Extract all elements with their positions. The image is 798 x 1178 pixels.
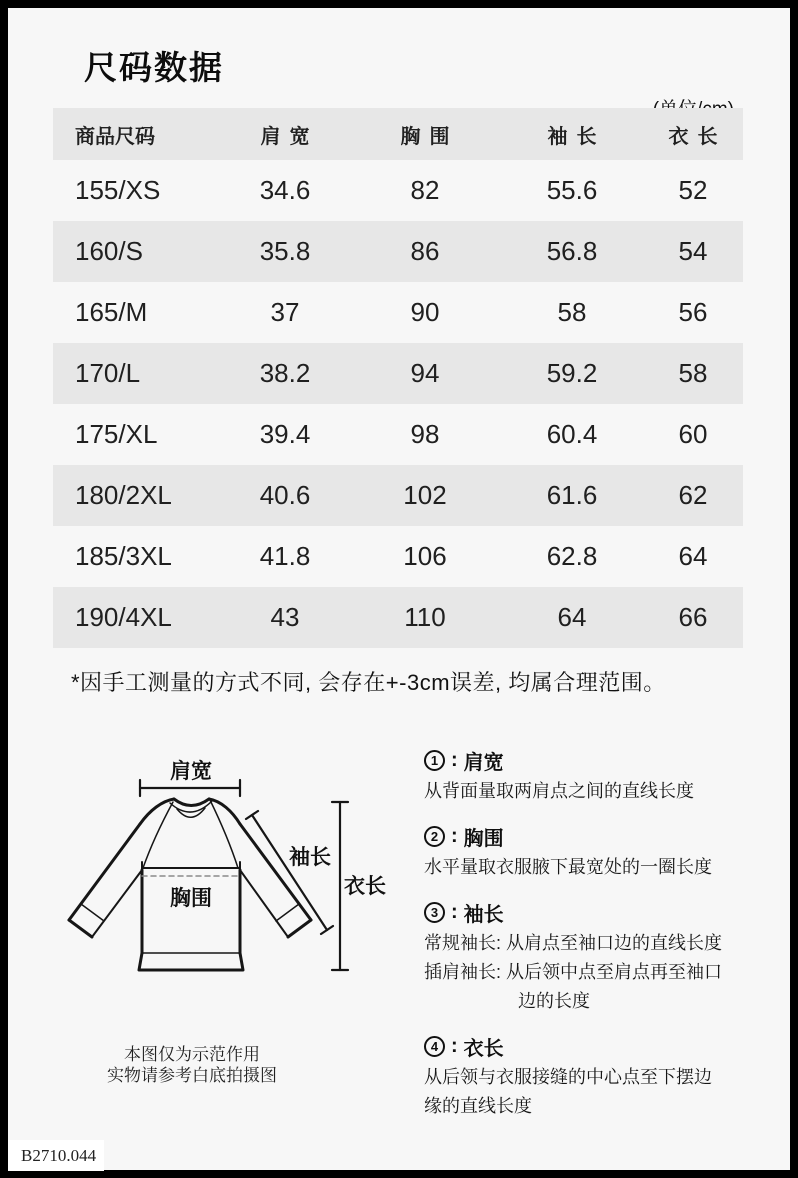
guide-heading <box>424 898 784 927</box>
length-cell: 56 <box>678 297 708 327</box>
sleeve-cell: 60.4 <box>546 419 598 449</box>
watermark-code: B2710.044 <box>8 1140 104 1171</box>
guide-title: 衣长 <box>463 1038 504 1060</box>
col-header-shoulder <box>221 120 349 149</box>
table-row <box>53 404 743 465</box>
col-header-length-label: 衣长 <box>668 125 727 148</box>
size-cell: 165/M <box>75 297 148 327</box>
table-row <box>53 221 743 282</box>
col-header-sleeve-label: 袖长 <box>547 125 606 148</box>
collar-outer-arc <box>174 799 209 806</box>
caption-line-1: 本图仅为示范作用 <box>124 1045 260 1064</box>
sleeve-length-label: 袖长 <box>289 846 331 869</box>
table-header-row <box>53 108 743 160</box>
size-cell: 160/S <box>75 236 143 266</box>
sleeve-cell: 58 <box>557 297 587 327</box>
length-cell: 60 <box>678 419 708 449</box>
sleeve-cell: 56.8 <box>546 236 598 266</box>
guide-item-length <box>424 1032 784 1121</box>
chest-cell: 82 <box>410 175 440 205</box>
shoulder-cell: 37 <box>270 297 300 327</box>
chest-label: 胸围 <box>170 887 212 910</box>
shoulder-cell: 41.8 <box>259 541 311 571</box>
size-cell: 155/XS <box>75 175 161 205</box>
shoulder-cell: 43 <box>270 602 300 632</box>
guide-title: 肩宽 <box>463 752 504 774</box>
guide-heading <box>424 822 784 851</box>
length-cell: 64 <box>678 541 708 571</box>
col-header-size: 商品尺码 <box>75 125 155 148</box>
right-cuff-line <box>276 904 299 921</box>
guide-item-chest <box>424 822 784 882</box>
guide-colon: : <box>451 901 458 923</box>
sleeve-cell: 61.6 <box>546 480 598 510</box>
col-header-chest <box>349 120 501 149</box>
guide-title: 袖长 <box>463 904 504 926</box>
sleeve-measure-line <box>252 815 327 930</box>
circled-number-4: 4 <box>424 1036 445 1057</box>
circled-number-1: 1 <box>424 750 445 771</box>
shoulder-width-label: 肩宽 <box>170 760 212 783</box>
measurement-disclaimer: *因手工测量的方式不同, 会存在+-3cm误差, 均属合理范围。 <box>71 670 666 695</box>
sleeve-cell: 55.6 <box>546 175 598 205</box>
length-cell: 66 <box>678 602 708 632</box>
left-cuff-line <box>81 904 104 921</box>
col-header-shoulder-label: 肩宽 <box>260 125 319 148</box>
raglan-seam-right <box>210 800 238 868</box>
guide-colon: : <box>451 1035 458 1057</box>
table-row <box>53 465 743 526</box>
garment-diagram <box>40 742 420 1042</box>
guide-title: 胸围 <box>463 828 504 850</box>
size-table <box>53 108 743 648</box>
page-title: 尺码数据 <box>84 49 224 86</box>
shoulder-cell: 38.2 <box>259 358 311 388</box>
shoulder-cell: 40.6 <box>259 480 311 510</box>
guide-heading <box>424 746 784 775</box>
guide-colon: : <box>451 749 458 771</box>
guide-desc: 常规袖长: 从肩点至袖口边的直线长度 <box>424 933 723 953</box>
measure-guide <box>424 746 784 1137</box>
size-cell: 190/4XL <box>75 602 172 632</box>
circled-number-3: 3 <box>424 902 445 923</box>
guide-desc: 从后领与衣服接缝的中心点至下摆边 <box>424 1067 712 1087</box>
sleeve-cell: 62.8 <box>546 541 598 571</box>
hem-band <box>139 953 243 970</box>
shoulder-cell: 34.6 <box>259 175 311 205</box>
chest-cell: 102 <box>403 480 447 510</box>
caption-line-2: 实物请参考白底拍摄图 <box>107 1066 277 1085</box>
length-cell: 62 <box>678 480 708 510</box>
table-row <box>53 343 743 404</box>
circled-number-2: 2 <box>424 826 445 847</box>
size-cell: 170/L <box>75 358 141 388</box>
garment-length-label: 衣长 <box>344 875 386 898</box>
table-row <box>53 526 743 587</box>
chest-cell: 98 <box>410 419 440 449</box>
size-cell: 185/3XL <box>75 541 172 571</box>
right-sleeve-outer <box>240 824 311 920</box>
chest-cell: 90 <box>410 297 440 327</box>
length-cell: 58 <box>678 358 708 388</box>
diagram-caption <box>52 1044 332 1086</box>
chest-cell: 110 <box>404 602 446 632</box>
shoulder-cell: 39.4 <box>259 419 311 449</box>
col-header-chest-label: 胸围 <box>400 125 459 148</box>
chest-cell: 86 <box>410 236 440 266</box>
guide-item-shoulder <box>424 746 784 806</box>
shoulder-cell: 35.8 <box>259 236 311 266</box>
guide-desc: 从背面量取两肩点之间的直线长度 <box>424 781 694 801</box>
table-row <box>53 160 743 221</box>
guide-desc: 水平量取衣服腋下最宽处的一圈长度 <box>424 857 712 877</box>
table-row <box>53 587 743 648</box>
sleeve-cell: 59.2 <box>546 358 598 388</box>
guide-item-sleeve <box>424 898 784 1016</box>
size-cell: 175/XL <box>75 419 158 449</box>
left-sleeve-outer <box>69 824 140 920</box>
col-header-length <box>643 120 743 149</box>
guide-desc: 缘的直线长度 <box>424 1096 532 1116</box>
col-header-sleeve <box>501 120 643 149</box>
table-row <box>53 282 743 343</box>
chest-cell: 106 <box>403 541 447 571</box>
guide-desc-wrap: 边的长度 <box>518 991 590 1011</box>
length-cell: 54 <box>678 236 708 266</box>
size-cell: 180/2XL <box>75 480 172 510</box>
sweater-outline <box>69 799 311 970</box>
guide-heading <box>424 1032 784 1061</box>
guide-colon: : <box>451 825 458 847</box>
raglan-seam-left <box>143 802 173 868</box>
sleeve-cell: 64 <box>557 602 587 632</box>
guide-desc: 插肩袖长: 从后领中点至肩点再至袖口 <box>424 962 723 982</box>
chest-cell: 94 <box>410 358 440 388</box>
length-cell: 52 <box>678 175 708 205</box>
